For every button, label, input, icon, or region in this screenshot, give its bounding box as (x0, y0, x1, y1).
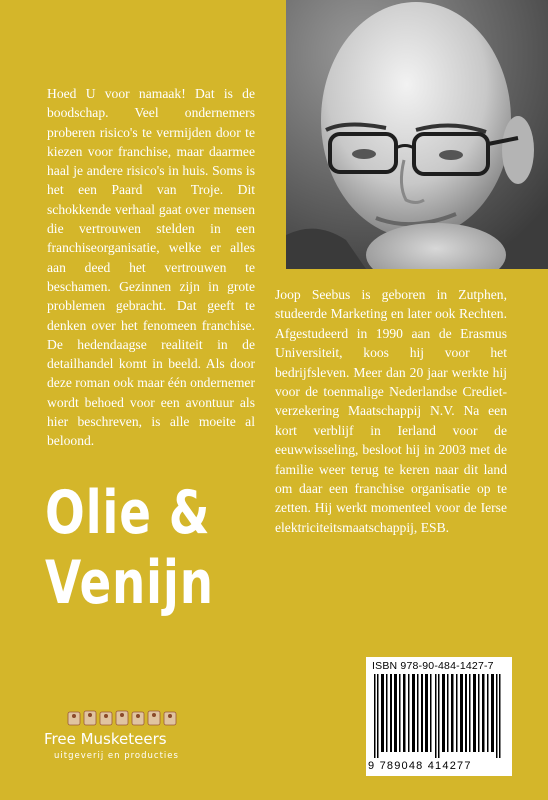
barcode-digits: 9 789048 414277 (368, 760, 472, 772)
publisher-tagline: uitgeverij en producties (54, 751, 179, 761)
publisher-name: Free Musketeers (44, 730, 167, 748)
book-title (45, 478, 214, 618)
isbn-label: ISBN 978-90-484-1427-7 (372, 660, 494, 672)
publisher-logo (44, 708, 214, 768)
author-portrait-image (286, 0, 548, 269)
back-cover-blurb: Hoed U voor namaak! Dat is de boodschap. Veel ondernemers proberen risico's te vermijden door te kiezen voor franchise, maar daarmee haal je andere risico's in huis. Soms is het een Paard van Troje. Dit schokkende verhaal gaat over mensen die vertrouwen stelden in een franchiseorganisatie, welke er alles aan deed het vertrouwen te beschamen. Gezinnen zijn in grote problemen gebracht. Dat geeft te denken over het fenomeen franchise. De hedendaagse realiteit in de detailhandel komt in beeld. Als door deze roman ook maar één ondernemer wordt behoed voor een avontuur als hier beschreven, is alle moeite al beloond. (47, 86, 255, 449)
book-title-line-2: Venijn (45, 548, 214, 618)
author-photo (286, 0, 548, 269)
musketeer-figures-icon (66, 708, 186, 728)
author-biography: Joop Seebus is geboren in Zutphen, studeerde Marketing en later ook Rechten. Afgestudeerd in 1990 aan de Erasmus Universiteit, koos hij voor het bedrijfsleven. Meer dan 20 jaar werkte hij voor de toenmalige Nederlandse Crediet-verzekering Maatschappij N.V. Na een kort verblijf in Ierland voor de eeuwwisseling, besloot hij in 2003 met de familie weer terug te keren naar dit land om daar een franchise organisatie op te zetten. Hij werkt momenteel voor de Ierse elektriciteitsmaatschappij, ESB. (275, 287, 507, 535)
barcode-bars (372, 674, 506, 758)
book-title-line-1: Olie & (45, 478, 211, 548)
isbn-barcode (366, 657, 512, 776)
